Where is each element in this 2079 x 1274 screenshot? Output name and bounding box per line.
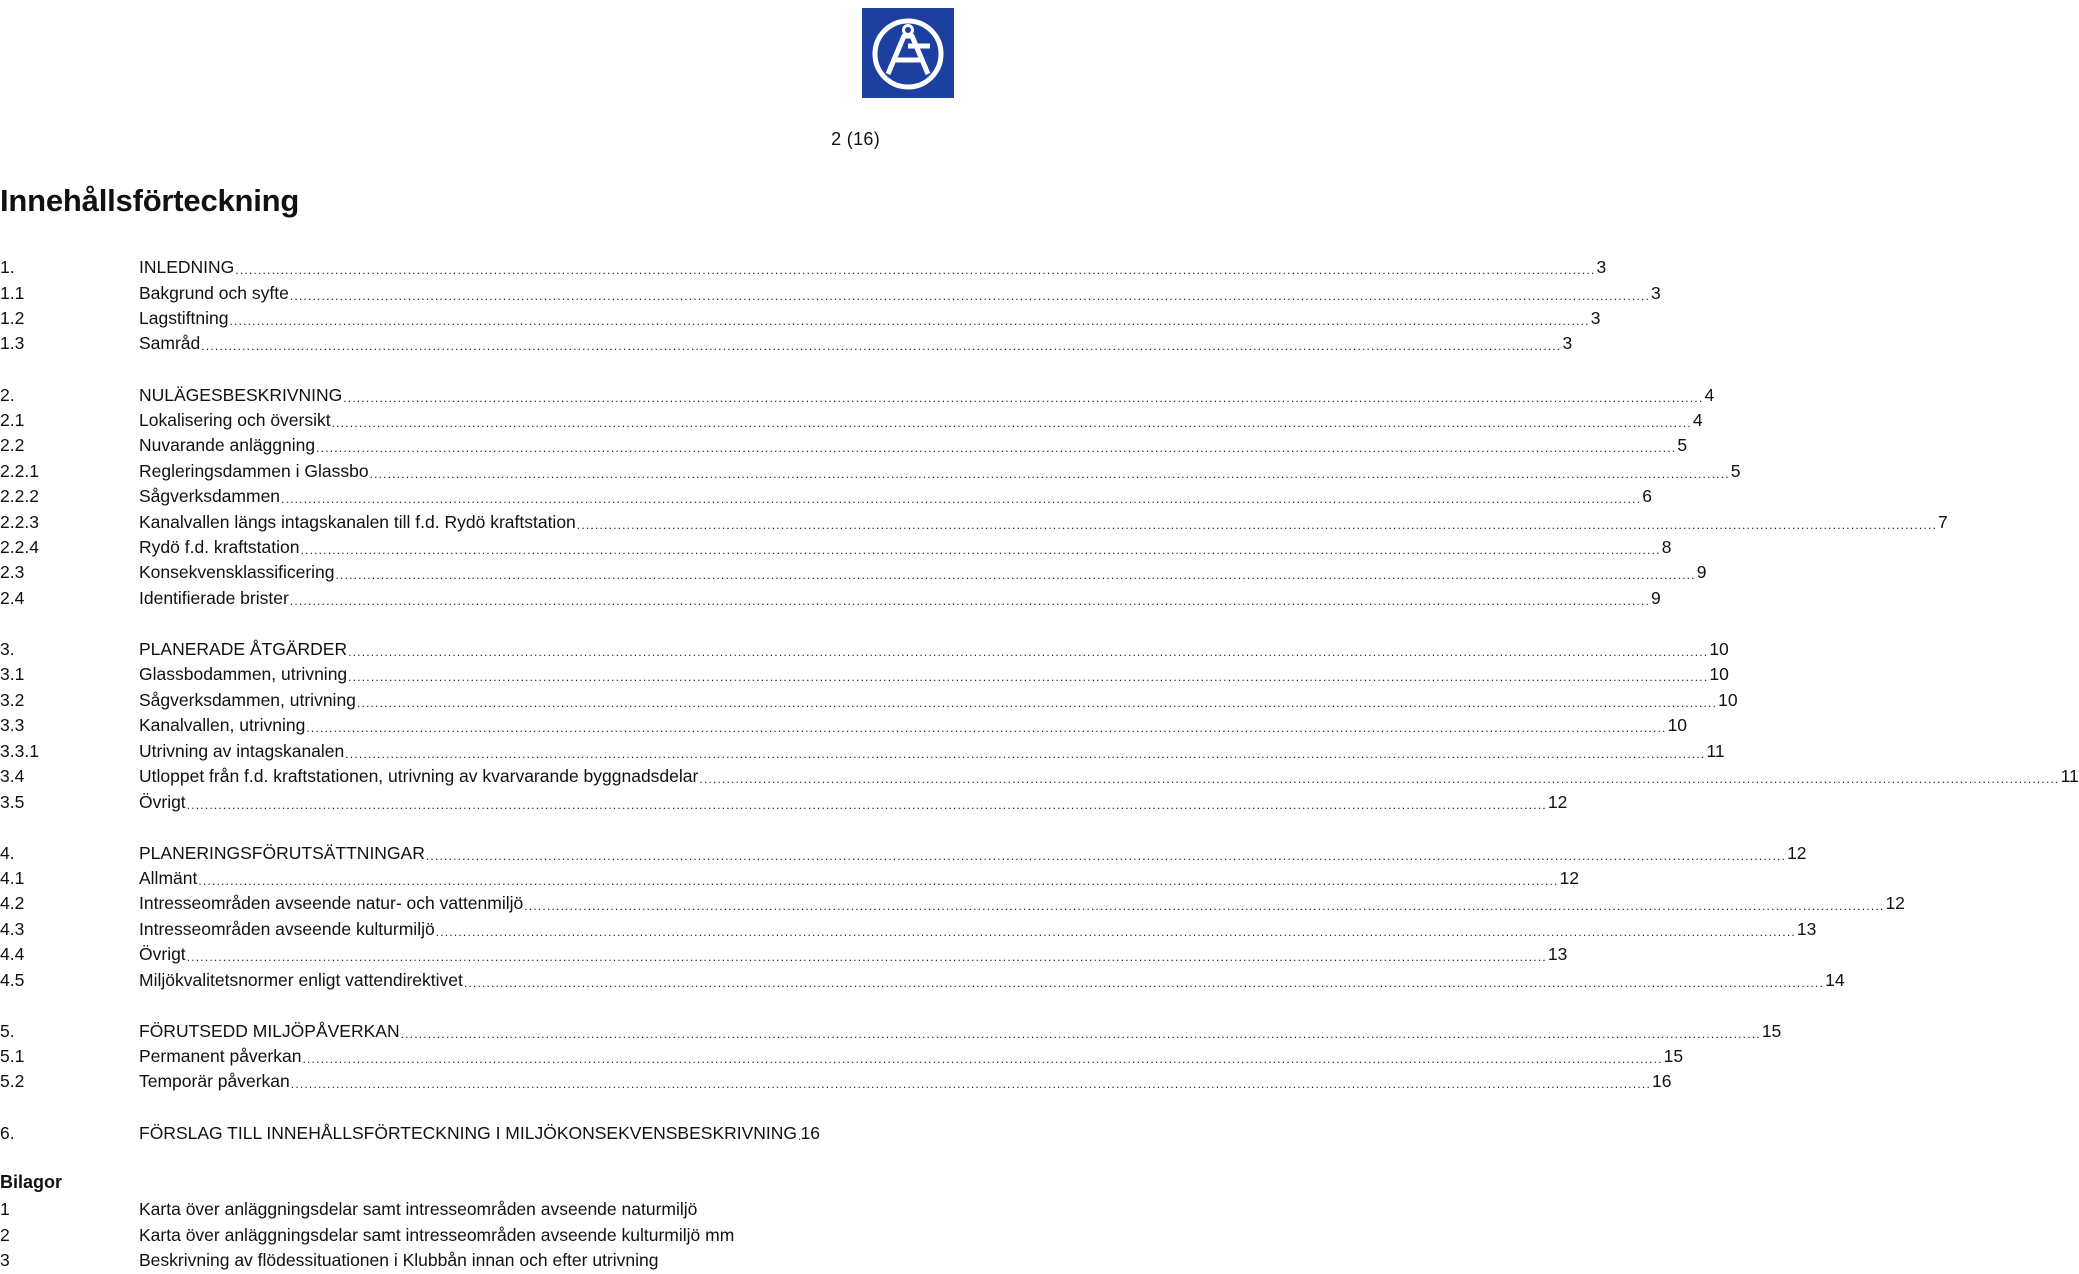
toc-number: 3.4: [0, 766, 25, 786]
toc-label[interactable]: Miljökvalitetsnormer enligt vattendirektivet: [139, 970, 463, 990]
toc-label[interactable]: Sågverksdammen, utrivning: [139, 690, 356, 710]
toc-label[interactable]: PLANERINGSFÖRUTSÄTTNINGAR: [139, 843, 425, 863]
toc-row[interactable]: [0, 1121, 820, 1145]
toc-number: 4.1: [0, 868, 25, 888]
toc-label[interactable]: Samråd: [139, 333, 201, 353]
toc-number: 5.2: [0, 1071, 25, 1091]
toc-label[interactable]: Bakgrund och syfte: [139, 283, 289, 303]
toc-entry[interactable]: [139, 866, 1580, 890]
toc-row[interactable]: [0, 535, 1672, 559]
toc-entry[interactable]: [139, 790, 1568, 814]
toc-leader-dots: ............................................................................................................................................................................................................................................................................................................: [302, 1052, 1663, 1066]
toc-page-number[interactable]: 16: [800, 1123, 820, 1143]
toc-label[interactable]: Glassbodammen, utrivning: [139, 664, 348, 684]
toc-row[interactable]: [0, 1069, 1672, 1093]
toc-entry[interactable]: [139, 281, 1661, 305]
toc-number: 4.: [0, 843, 15, 863]
toc-leader-dots: ............................................................................................................................................................................................................................................................................................................: [343, 391, 1704, 405]
toc-entry[interactable]: [139, 255, 1607, 279]
toc-leader-dots: ............................................................................................................................................................................................................................................................................................................: [400, 1027, 1761, 1041]
toc-label[interactable]: Övrigt: [139, 944, 186, 964]
toc-leader-dots: ............................................................................................................................................................................................................................................................................................................: [348, 645, 1709, 659]
toc-row[interactable]: [0, 739, 1725, 763]
toc-page-number[interactable]: 12: [1885, 893, 1905, 913]
appendix-number: 3: [0, 1250, 10, 1270]
toc-row[interactable]: [0, 1044, 1684, 1068]
toc-number: 1.3: [0, 333, 25, 353]
toc-leader-dots: ............................................................................................................................................................................................................................................................................................................: [290, 1077, 1651, 1091]
toc-leader-dots: ............................................................................................................................................................................................................................................................................................................: [289, 594, 1651, 608]
af-logo-icon: [862, 8, 954, 98]
toc-label[interactable]: Nuvarande anläggning: [139, 435, 316, 455]
toc-entry[interactable]: [139, 637, 1729, 661]
toc-leader-dots: ............................................................................................................................................................................................................................................................................................................: [331, 416, 1692, 430]
toc-page-number[interactable]: 13: [1547, 944, 1568, 964]
toc-number: 3.3: [0, 715, 25, 735]
toc-number: 5.1: [0, 1046, 25, 1066]
toc-entry[interactable]: [139, 688, 1738, 712]
toc-row[interactable]: [0, 331, 1573, 355]
toc-entry[interactable]: [139, 841, 1807, 865]
appendix-number: 2: [0, 1225, 10, 1245]
toc-entry[interactable]: [139, 459, 1741, 483]
appendix-text: Karta över anläggningsdelar samt intresseområden avseende naturmiljö: [139, 1199, 698, 1219]
toc-page-number[interactable]: 11: [1706, 741, 1725, 761]
toc-label[interactable]: Lagstiftning: [139, 308, 229, 328]
toc-page-number[interactable]: 4: [1704, 385, 1715, 405]
toc-row[interactable]: [0, 942, 1568, 966]
toc-number: 3.: [0, 639, 15, 659]
toc-number: 1.2: [0, 308, 25, 328]
toc-leader-dots: ............................................................................................................................................................................................................................................................................................................: [463, 976, 1825, 990]
appendix-item: [0, 1197, 960, 1221]
toc-page-number[interactable]: 15: [1663, 1046, 1684, 1066]
toc-entry[interactable]: [139, 331, 1573, 355]
toc-leader-dots: ............................................................................................................................................................................................................................................................................................................: [235, 263, 1596, 277]
toc-number: 2.3: [0, 562, 25, 582]
toc-number: 2.2.4: [0, 537, 39, 557]
page-title: Innehållsförteckning: [0, 183, 300, 218]
toc-row[interactable]: [0, 662, 1729, 686]
toc-row[interactable]: [0, 917, 1817, 941]
toc-leader-dots: ............................................................................................................................................................................................................................................................................................................: [335, 568, 1696, 582]
toc-leader-dots: ............................................................................................................................................................................................................................................................................................................: [281, 492, 1642, 506]
toc-page-number[interactable]: 4: [1692, 410, 1703, 430]
toc-page-number[interactable]: 9: [1651, 588, 1661, 608]
toc-page-number[interactable]: 10: [1709, 664, 1729, 684]
toc-leader-dots: ............................................................................................................................................................................................................................................................................................................: [348, 670, 1709, 684]
toc-label[interactable]: Regleringsdammen i Glassbo: [139, 461, 369, 481]
toc-entry[interactable]: [139, 968, 1845, 992]
appendix-number: 1: [0, 1199, 10, 1219]
toc-row[interactable]: [0, 637, 1729, 661]
toc-label[interactable]: Rydö f.d. kraftstation: [139, 537, 300, 557]
toc-leader-dots: ............................................................................................................................................................................................................................................................................................................: [306, 721, 1667, 735]
toc-row[interactable]: [0, 408, 1703, 432]
toc-label[interactable]: Identifierade brister: [139, 588, 289, 608]
toc-entry[interactable]: [139, 739, 1725, 763]
toc-row[interactable]: [0, 688, 1738, 712]
toc-entry[interactable]: [139, 535, 1672, 559]
toc-page-number[interactable]: 10: [1718, 690, 1738, 710]
toc-row[interactable]: [0, 968, 1845, 992]
toc-row[interactable]: [0, 255, 1607, 279]
toc-entry[interactable]: [139, 408, 1703, 432]
toc-page-number[interactable]: 5: [1730, 461, 1741, 481]
toc-page-number[interactable]: 11: [2060, 766, 2079, 786]
toc-row[interactable]: [0, 790, 1568, 814]
toc-label[interactable]: Sågverksdammen: [139, 486, 281, 506]
toc-number: 1.: [0, 257, 15, 277]
toc-entry[interactable]: [139, 484, 1652, 508]
toc-row[interactable]: [0, 586, 1661, 610]
toc-entry[interactable]: [139, 891, 1905, 915]
toc-label[interactable]: Kanalvallen, utrivning: [139, 715, 306, 735]
toc-row[interactable]: [0, 866, 1580, 890]
toc-row[interactable]: [0, 560, 1707, 584]
toc-row[interactable]: [0, 281, 1661, 305]
toc-entry[interactable]: [139, 1019, 1782, 1043]
toc-page-number[interactable]: 13: [1796, 919, 1817, 939]
toc-entry[interactable]: [139, 1044, 1684, 1068]
toc-number: 2.4: [0, 588, 25, 608]
toc-page-number[interactable]: 8: [1661, 537, 1672, 557]
toc-page-number[interactable]: 12: [1547, 792, 1568, 812]
toc-row[interactable]: [0, 484, 1652, 508]
toc-page-number[interactable]: 7: [1938, 512, 1948, 532]
toc-row[interactable]: [0, 306, 1601, 330]
appendix-heading: Bilagor: [0, 1172, 63, 1192]
toc-row[interactable]: [0, 1019, 1782, 1043]
toc-entry[interactable]: [139, 713, 1688, 737]
toc-page-number[interactable]: 14: [1825, 970, 1845, 990]
toc-label[interactable]: Konsekvensklassificering: [139, 562, 335, 582]
toc-leader-dots: ............................................................................................................................................................................................................................................................................................................: [201, 339, 1562, 353]
toc-number: 2.2.2: [0, 486, 39, 506]
toc-leader-dots: ............................................................................................................................................................................................................................................................................................................: [186, 798, 1547, 812]
toc-label[interactable]: Övrigt: [139, 792, 186, 812]
toc-leader-dots: ............................................................................................................................................................................................................................................................................................................: [198, 874, 1559, 888]
toc-page-number[interactable]: 3: [1562, 333, 1573, 353]
toc-number: 2.2.3: [0, 512, 39, 532]
toc-leader-dots: ............................................................................................................................................................................................................................................................................................................: [186, 950, 1547, 964]
toc-page-number[interactable]: 15: [1761, 1021, 1782, 1041]
toc-label[interactable]: Utrivning av intagskanalen: [139, 741, 345, 761]
toc-number: 4.4: [0, 944, 25, 964]
toc-entry[interactable]: [139, 306, 1601, 330]
toc-number: 1.1: [0, 283, 25, 303]
toc-page-number[interactable]: 3: [1590, 308, 1601, 328]
toc-label[interactable]: FÖRUTSEDD MILJÖPÅVERKAN: [139, 1021, 400, 1041]
toc-label[interactable]: INLEDNING: [139, 257, 235, 277]
toc-page-number[interactable]: 6: [1642, 486, 1652, 506]
toc-page-number[interactable]: 3: [1651, 283, 1661, 303]
toc-entry[interactable]: [139, 1121, 820, 1145]
toc-leader-dots: ............................................................................................................................................................................................................................................................................................................: [345, 747, 1706, 761]
toc-leader-dots: ............................................................................................................................................................................................................................................................................................................: [300, 543, 1661, 557]
toc-number: 3.2: [0, 690, 25, 710]
toc-number: 2.2: [0, 435, 25, 455]
appendix-item: [0, 1248, 960, 1272]
toc-page-number[interactable]: 3: [1596, 257, 1607, 277]
toc-number: 4.3: [0, 919, 25, 939]
toc-page-number[interactable]: 9: [1696, 562, 1707, 582]
page-number: 2 (16): [831, 129, 880, 149]
toc-entry[interactable]: [139, 1069, 1672, 1093]
toc-leader-dots: ............................................................................................................................................................................................................................................................................................................: [356, 696, 1718, 710]
toc-label[interactable]: Lokalisering och översikt: [139, 410, 331, 430]
toc-entry[interactable]: [139, 586, 1661, 610]
toc-label[interactable]: PLANERADE ÅTGÄRDER: [139, 639, 348, 659]
toc-number: 3.1: [0, 664, 25, 684]
toc-leader-dots: ............................................................................................................................................................................................................................................................................................................: [435, 925, 1796, 939]
toc-entry[interactable]: [139, 917, 1817, 941]
toc-page-number[interactable]: 16: [1651, 1071, 1672, 1091]
toc-page-number[interactable]: 10: [1709, 639, 1729, 659]
toc-number: 4.2: [0, 893, 25, 913]
toc-leader-dots: ............................................................................................................................................................................................................................................................................................................: [316, 441, 1677, 455]
toc-label[interactable]: Intresseområden avseende kulturmiljö: [139, 919, 435, 939]
toc-entry[interactable]: [139, 433, 1688, 457]
toc-leader-dots: [798, 1127, 799, 1145]
toc-label[interactable]: Kanalvallen längs intagskanalen till f.d. Rydö kraftstation: [139, 512, 576, 532]
toc-entry[interactable]: [139, 662, 1729, 686]
toc-label[interactable]: Temporär påverkan: [139, 1071, 290, 1091]
toc-leader-dots: ............................................................................................................................................................................................................................................................................................................: [425, 849, 1787, 863]
toc-row[interactable]: [0, 383, 1715, 407]
toc-row[interactable]: [0, 510, 1948, 534]
toc-row[interactable]: [0, 713, 1688, 737]
toc-page-number[interactable]: 10: [1667, 715, 1688, 735]
toc-number: 5.: [0, 1021, 15, 1041]
toc-leader-dots: ............................................................................................................................................................................................................................................................................................................: [289, 289, 1651, 303]
toc-label[interactable]: FÖRSLAG TILL INNEHÅLLSFÖRTECKNING I MILJÖKONSEKVENSBESKRIVNING: [139, 1123, 798, 1143]
toc-number: 3.5: [0, 792, 25, 812]
toc-entry[interactable]: [139, 510, 1948, 534]
toc-number: 2.2.1: [0, 461, 39, 481]
toc-row[interactable]: [0, 764, 2079, 788]
toc-row[interactable]: [0, 459, 1741, 483]
toc-leader-dots: ............................................................................................................................................................................................................................................................................................................: [524, 899, 1885, 913]
toc-page-number[interactable]: 12: [1787, 843, 1807, 863]
toc-row[interactable]: [0, 891, 1905, 915]
toc-page-number[interactable]: 12: [1559, 868, 1580, 888]
toc-label[interactable]: Permanent påverkan: [139, 1046, 302, 1066]
appendix-item: [0, 1223, 960, 1247]
toc-leader-dots: ............................................................................................................................................................................................................................................................................................................: [229, 314, 1590, 328]
toc-leader-dots: ............................................................................................................................................................................................................................................................................................................: [576, 518, 1937, 532]
toc-leader-dots: ............................................................................................................................................................................................................................................................................................................: [369, 467, 1730, 481]
toc-label[interactable]: Intresseområden avseende natur- och vattenmiljö: [139, 893, 524, 913]
toc-number: 2.: [0, 385, 15, 405]
toc-row[interactable]: [0, 841, 1807, 865]
toc-entry[interactable]: [139, 942, 1568, 966]
toc-entry[interactable]: [139, 383, 1715, 407]
appendix-text: Karta över anläggningsdelar samt intresseområden avseende kulturmiljö mm: [139, 1225, 735, 1245]
toc-leader-dots: ............................................................................................................................................................................................................................................................................................................: [699, 772, 2060, 786]
toc-row[interactable]: [0, 433, 1688, 457]
toc-label[interactable]: NULÄGESBESKRIVNING: [139, 385, 343, 405]
toc-number: 4.5: [0, 970, 25, 990]
toc-label[interactable]: Allmänt: [139, 868, 198, 888]
toc-entry[interactable]: [139, 560, 1707, 584]
toc-label[interactable]: Utloppet från f.d. kraftstationen, utrivning av kvarvarande byggnadsdelar: [139, 766, 699, 786]
toc-number: 2.1: [0, 410, 25, 430]
toc-number: 6.: [0, 1123, 15, 1143]
toc-page-number[interactable]: 5: [1677, 435, 1688, 455]
appendix-text: Beskrivning av flödessituationen i Klubbån innan och efter utrivning: [139, 1250, 659, 1270]
toc-entry[interactable]: [139, 764, 2079, 788]
toc-number: 3.3.1: [0, 741, 39, 761]
